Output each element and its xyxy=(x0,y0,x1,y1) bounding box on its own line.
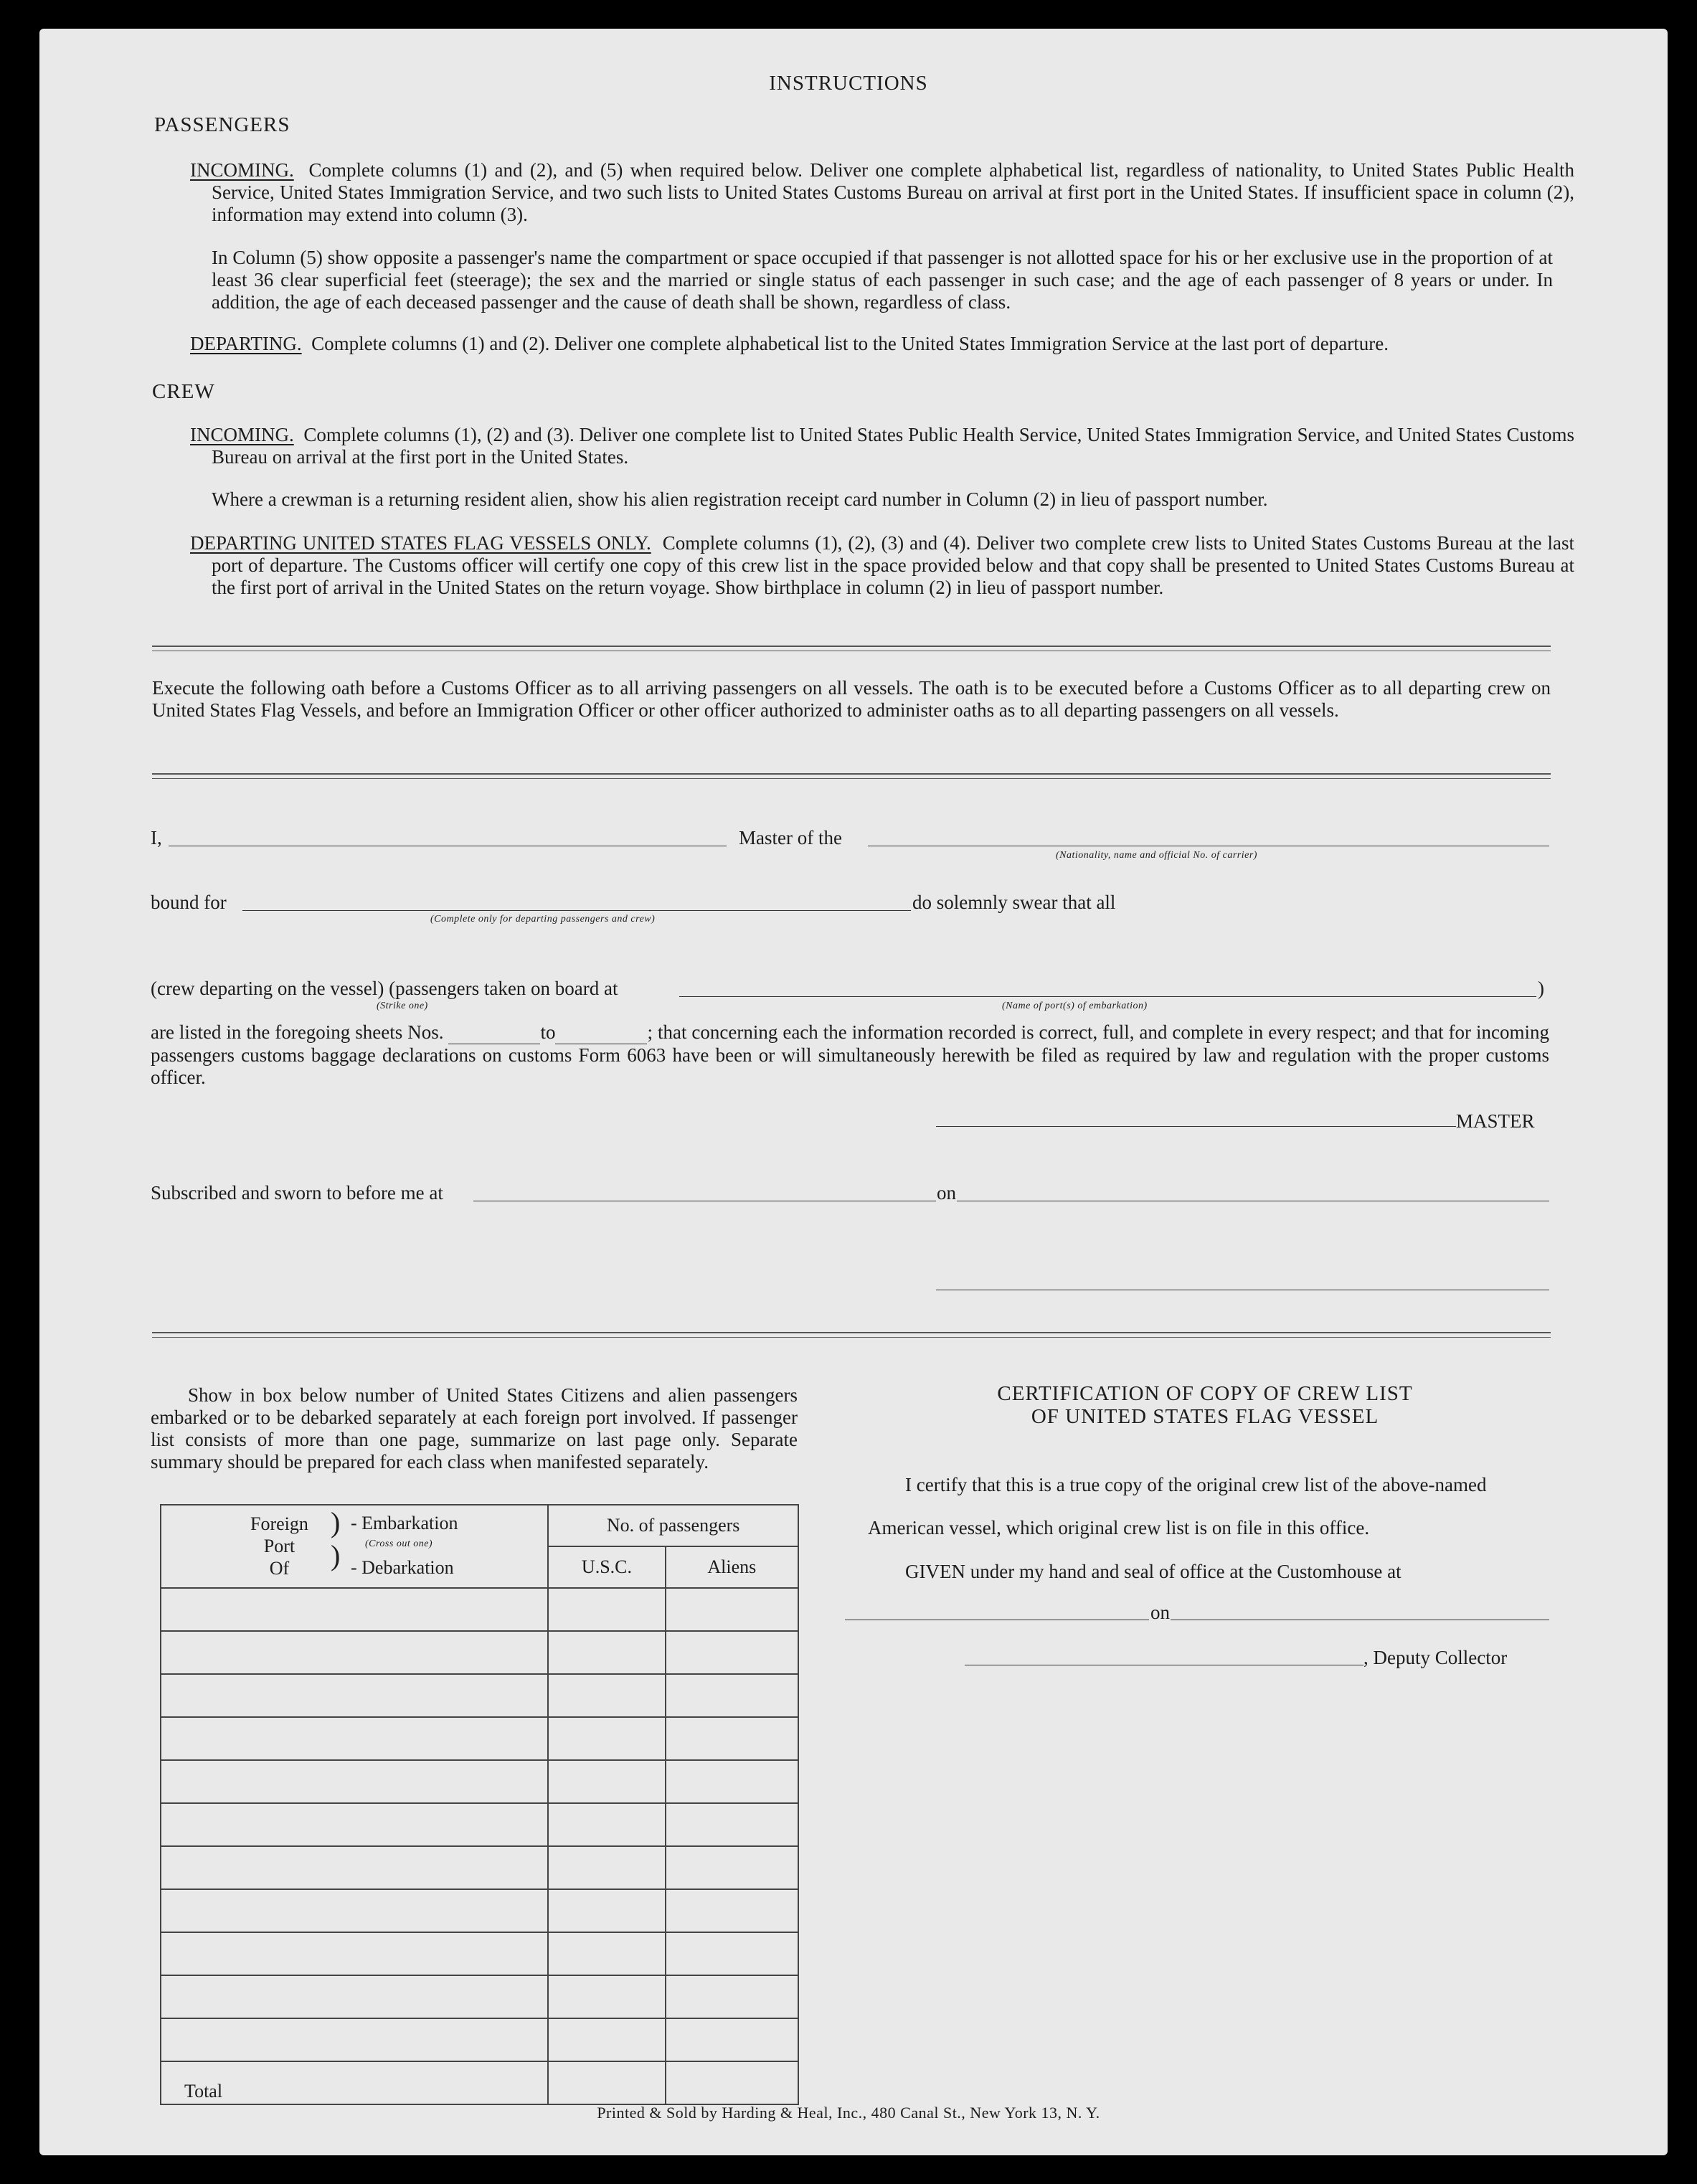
table-row xyxy=(161,1846,798,1889)
solemnly-swear-text: do solemnly swear that all xyxy=(912,892,1116,913)
table-row xyxy=(161,1889,798,1932)
bound-for-field[interactable] xyxy=(242,910,911,911)
passengers-departing-paragraph xyxy=(190,333,1553,355)
port-cell[interactable] xyxy=(161,1803,548,1846)
close-paren: ) xyxy=(1538,978,1544,999)
listed-prefix: are listed in the foregoing sheets Nos. xyxy=(151,1021,444,1043)
master-signature-field[interactable] xyxy=(936,1126,1456,1127)
oath-intro: Execute the following oath before a Customs Officer as to all arriving passengers on all vessels. The oath is to be executed before a Customs Officer as to all departing crew on United States Flag Vessels, and before an Immigration Officer or other officer authorized to administer oaths as to all departing passengers on all vessels. xyxy=(152,677,1551,721)
table-row xyxy=(161,1932,798,1975)
sheet-to-field[interactable] xyxy=(555,1021,647,1044)
usc-cell[interactable] xyxy=(548,1674,665,1717)
sworn-on-label: on xyxy=(937,1182,956,1204)
aliens-cell[interactable] xyxy=(666,1588,798,1631)
crew-departing-text: (crew departing on the vessel) (passengers taken on board at xyxy=(151,978,618,999)
certify-line1: I certify that this is a true copy of the original crew list of the above-named xyxy=(905,1474,1487,1495)
total-label: Total xyxy=(161,2061,548,2104)
divider-rule xyxy=(152,773,1551,775)
listed-rest: ; that concerning each the information recorded is correct, full, and complete in every respect; and that for incoming passengers customs baggage declarations on customs Form 6063 have been or will simultaneously herewith be filed as required by law and regulation with the proper customs officer. xyxy=(151,1021,1549,1088)
aliens-cell[interactable] xyxy=(666,1889,798,1932)
table-row xyxy=(161,1760,798,1803)
strike-one-note: (Strike one) xyxy=(377,1001,428,1011)
certification-title xyxy=(882,1382,1528,1428)
certification-title-line2: OF UNITED STATES FLAG VESSEL xyxy=(1031,1405,1379,1428)
usc-header: U.S.C. xyxy=(548,1546,665,1588)
divider-rule xyxy=(152,646,1551,647)
given-line: GIVEN under my hand and seal of office at the Customhouse at xyxy=(905,1561,1401,1582)
table-row xyxy=(161,1674,798,1717)
of-label: Of xyxy=(269,1558,290,1579)
usc-cell[interactable] xyxy=(548,1631,665,1674)
crew-resident-paragraph: Where a crewman is a returning resident alien, show his alien registration receipt card number in Column (2) in lieu of passport number. xyxy=(212,488,1268,510)
passengers-departing-label: DEPARTING. xyxy=(190,333,302,354)
passengers-heading: PASSENGERS xyxy=(154,113,290,136)
passengers-departing-text: Complete columns (1) and (2). Deliver one complete alphabetical list to the United States Immigration Service at the last port of departure. xyxy=(311,333,1389,354)
usc-cell[interactable] xyxy=(548,1760,665,1803)
port-cell[interactable] xyxy=(161,1889,548,1932)
port-cell[interactable] xyxy=(161,1674,548,1717)
printer-footer: Printed & Sold by Harding & Heal, Inc., 480 Canal St., New York 13, N. Y. xyxy=(597,2104,1100,2122)
master-signature-label: MASTER xyxy=(1456,1110,1535,1132)
foreign-label: Foreign xyxy=(250,1513,308,1534)
listed-paragraph xyxy=(151,1021,1549,1089)
embarkation-port-field[interactable] xyxy=(679,996,1536,997)
crew-incoming-text: Complete columns (1), (2) and (3). Deliver one complete list to United States Public Health Service, United States Immigration Service, and United States Customs Bureau on arrival at the first port in the United States. xyxy=(212,424,1574,468)
aliens-cell[interactable] xyxy=(666,2018,798,2061)
usc-cell[interactable] xyxy=(548,1932,665,1975)
aliens-cell[interactable] xyxy=(666,1803,798,1846)
divider-rule xyxy=(152,778,1551,779)
port-cell[interactable] xyxy=(161,1932,548,1975)
divider-rule xyxy=(152,1332,1551,1333)
aliens-header: Aliens xyxy=(666,1546,798,1588)
table-row xyxy=(161,1717,798,1760)
usc-cell[interactable] xyxy=(548,1588,665,1631)
debarkation-label: - Debarkation xyxy=(351,1557,454,1578)
summary-instructions: Show in box below number of United States Citizens and alien passengers embarked or to be debarked separately at each foreign port involved. If passenger list consists of more than one page, summarize on last page only. Separate summary should be prepared for each class when manifested separately. xyxy=(151,1384,798,1472)
port-cell[interactable] xyxy=(161,1631,548,1674)
usc-total-cell[interactable] xyxy=(548,2061,665,2104)
port-cell[interactable] xyxy=(161,1846,548,1889)
passengers-incoming-paragraph xyxy=(190,159,1574,226)
table-row xyxy=(161,1803,798,1846)
crew-incoming-label: INCOMING. xyxy=(190,424,294,445)
listed-to: to xyxy=(540,1021,556,1043)
oath-i-label: I, xyxy=(151,827,162,848)
port-cell[interactable] xyxy=(161,2018,548,2061)
crew-departing-text: Complete columns (1), (2), (3) and (4). Deliver two complete crew lists to United States Customs Bureau at the last port of departure. The Customs officer will certify one copy of this crew list in the space provided below and that copy shall be presented to United States Customs Bureau at the first port of arrival in the United States on the return voyage. Show birthplace in column (2) in lieu of passport number. xyxy=(212,532,1574,598)
aliens-cell[interactable] xyxy=(666,1674,798,1717)
aliens-cell[interactable] xyxy=(666,1975,798,2018)
master-of-the-label: Master of the xyxy=(739,827,842,848)
ports-note: (Name of port(s) of embarkation) xyxy=(1002,1001,1148,1011)
total-row xyxy=(161,2061,798,2104)
port-cell[interactable] xyxy=(161,1975,548,2018)
deputy-collector-label: , Deputy Collector xyxy=(1363,1647,1508,1668)
foreign-port-header xyxy=(161,1505,548,1588)
brace-icon: ) xyxy=(331,1506,341,1538)
port-label: Port xyxy=(263,1536,296,1556)
aliens-cell[interactable] xyxy=(666,1932,798,1975)
aliens-total-cell[interactable] xyxy=(666,2061,798,2104)
passenger-summary-table xyxy=(160,1504,799,2105)
certify-line2: American vessel, which original crew list is on file in this office. xyxy=(868,1517,1370,1538)
table-row xyxy=(161,1588,798,1631)
usc-cell[interactable] xyxy=(548,2018,665,2061)
aliens-cell[interactable] xyxy=(666,1846,798,1889)
divider-rule xyxy=(152,1337,1551,1338)
aliens-cell[interactable] xyxy=(666,1717,798,1760)
subscribed-label: Subscribed and sworn to before me at xyxy=(151,1182,443,1204)
embarkation-label: - Embarkation xyxy=(351,1513,458,1533)
port-cell[interactable] xyxy=(161,1588,548,1631)
usc-cell[interactable] xyxy=(548,1803,665,1846)
page-title: INSTRUCTIONS xyxy=(769,72,928,95)
crew-incoming-paragraph xyxy=(190,424,1574,468)
passengers-incoming-text: Complete columns (1) and (2), and (5) when required below. Deliver one complete alphabetical list, regardless of nationality, to United States Public Health Service, United States Immigration Service, and two such lists to United States Customs Bureau on arrival at first port in the United States. If insufficient space in column (2), information may extend into column (3). xyxy=(212,159,1574,225)
usc-cell[interactable] xyxy=(548,1717,665,1760)
bound-for-label: bound for xyxy=(151,892,227,913)
passengers-column5-paragraph: In Column (5) show opposite a passenger's name the compartment or space occupied if that passenger is not allotted space for his or her exclusive use in the proportion of at least 36 clear superficial feet (steerage); the sex and the married or single status of each passenger in such case; and the age of each passenger of 8 years or under. In addition, the age of each deceased passenger and the cause of death shall be shown, regardless of class. xyxy=(212,247,1553,313)
crew-departing-paragraph xyxy=(190,532,1574,599)
aliens-cell[interactable] xyxy=(666,1631,798,1674)
certification-title-line1: CERTIFICATION OF COPY OF CREW LIST xyxy=(997,1382,1413,1405)
port-cell[interactable] xyxy=(161,1717,548,1760)
no-of-passengers-header: No. of passengers xyxy=(548,1505,798,1546)
bound-for-note: (Complete only for departing passengers and crew) xyxy=(430,914,656,925)
cross-out-note: (Cross out one) xyxy=(365,1538,433,1549)
usc-cell[interactable] xyxy=(548,1889,665,1932)
table-row xyxy=(161,1975,798,2018)
table-row xyxy=(161,1631,798,1674)
table-row xyxy=(161,2018,798,2061)
crew-heading: CREW xyxy=(152,380,215,403)
aliens-cell[interactable] xyxy=(666,1760,798,1803)
certification-on-label: on xyxy=(1150,1602,1170,1623)
usc-cell[interactable] xyxy=(548,1975,665,2018)
brace-icon: ) xyxy=(331,1539,341,1571)
nationality-note: (Nationality, name and official No. of carrier) xyxy=(1056,850,1257,861)
port-cell[interactable] xyxy=(161,1760,548,1803)
sheet-from-field[interactable] xyxy=(448,1021,540,1044)
crew-departing-label: DEPARTING UNITED STATES FLAG VESSELS ONLY. xyxy=(190,532,651,554)
passengers-incoming-label: INCOMING. xyxy=(190,159,294,181)
usc-cell[interactable] xyxy=(548,1846,665,1889)
